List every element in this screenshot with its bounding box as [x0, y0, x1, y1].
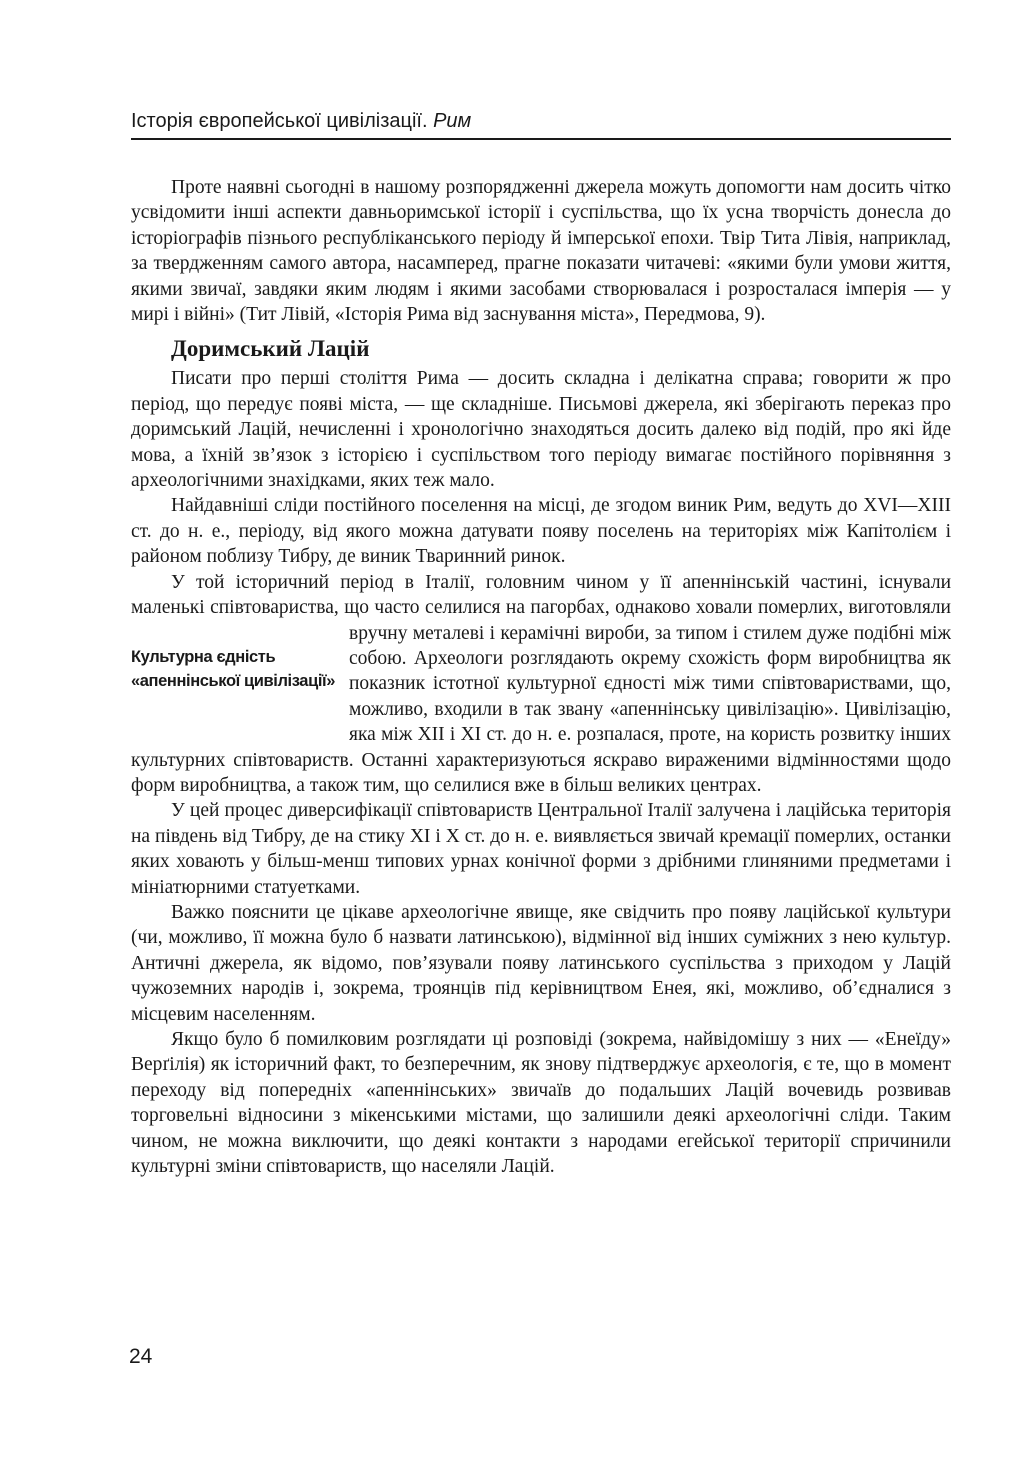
paragraph-2: Найдавніші сліди постійного поселення на місці, де згодом виник Рим, ведуть до XVI—XIII ст. до н. е., періоду, від якого можна датувати появу поселень на територіях між Капітолієм і районом поблизу Тибру, де виник Тваринний ринок.: [131, 495, 951, 568]
book-subtitle: Рим: [433, 110, 472, 132]
section-heading: Доримський Лацій: [171, 336, 370, 362]
paragraph-6: Якщо було б помилковим розглядати ці розповіді (зокрема, найвідомішу з них — «Енеїду» Верґілія) як історичний факт, то безперечним, як знову підтверджує археологія, є те, що в момент переходу від попередніх «апеннінських» звичаїв до подальших Лацій вочевидь розвивав торговельні відносини з мікенськими містами, що залишили деякі археологічні сліди. Таким чином, не можна виключити, що деякі контакти з народами егейської території спричинили культурні зміни співтовариств, що населяли Лацій.: [131, 1029, 951, 1178]
main-text: [131, 175, 951, 1179]
paragraph-4: У цей процес диверсифікації співтовариств Центральної Італії залучена і лаційська територія на південь від Тибру, де на стику XI і X ст. до н. е. виявляється звичай кремації померлих, останки яких ховають у більш-менш типових урнах конічної форми з дрібними глиняними предметами і мініатюрними статуетками.: [131, 800, 951, 898]
margin-note-line-2: «апеннінської цивілізації»: [131, 671, 336, 690]
paragraph-3-start: У той історичний період в Італії, головним чином у її апеннінській частині, існували маленькі співтовариства, що часто селилися на пагорбах, однаково ховали померлих, виготовляли вручну металеві і керамічні вироби, за типом і стилем дуже подібні: [131, 571, 951, 644]
paragraph-3: [131, 570, 951, 799]
margin-note: [131, 645, 349, 725]
book-title: Історія європейської цивілізації.: [131, 110, 428, 132]
header-rule: [131, 138, 951, 140]
margin-note-line-1: Культурна єдність: [131, 647, 276, 666]
paragraph-5: Важко пояснити це цікаве археологічне явище, яке свідчить про появу лаційської культури (чи, можливо, її можна було б назвати латинською), відмінної від інших суміжних з нею культур. Античні джерела, як відомо, пов’язували появу латинського суспільства з приходом у Лацій чужоземних народів і, зокрема, троянців під керівництвом Енея, які, можливо, об’єдналися з місцевим населенням.: [131, 901, 951, 1025]
paragraph-intro: Проте наявні сьогодні в нашому розпорядженні джерела можуть допомогти нам досить чітко усвідомити інші аспекти давньоримської історії і суспільства, що їх усна творчість донесла до історіографів пізнього республіканського періоду й імперської епохи. Твір Тита Лівія, наприклад, за твердженням самого автора, насамперед, прагне показати читачеві: «якими були умови життя, якими звичаї, завдяки яким людям і якими засобами створювалася і розросталася імперія — у мирі і війні» (Тит Лівій, «Історія Рима від заснування міста», Передмова, 9).: [131, 177, 951, 326]
running-head: [131, 108, 951, 134]
paragraph-3-rest: між собою. Археологи розглядають окрему схожість форм виробництва як показник істотної культурної єдності між тими співтовариствами, що, можливо, входили в так звану «апеннінську цивілізацію». Цивілізацію, яка між XII і XI ст. до н. е. розпалася, проте, на користь розвитку інших культурних співтовариств. Останні характеризуються яскраво вираженими відмінностями щодо форм виробництва, а також тим, що селилися вже в більш великих центрах.: [131, 622, 951, 796]
paragraph-1: Писати про перші століття Рима — досить складна і делікатна справа; говорити ж про період, що передує появі міста, — ще складніше. Письмові джерела, які зберігають переказ про доримський Лацій, нечисленні і хронологічно знаходяться досить далеко від подій, про які йде мова, а їхній зв’язок з історією і суспільством того періоду вимагає постійного порівняння з археологічними знахідками, яких теж мало.: [131, 368, 951, 492]
page-number: 24: [129, 1345, 153, 1368]
